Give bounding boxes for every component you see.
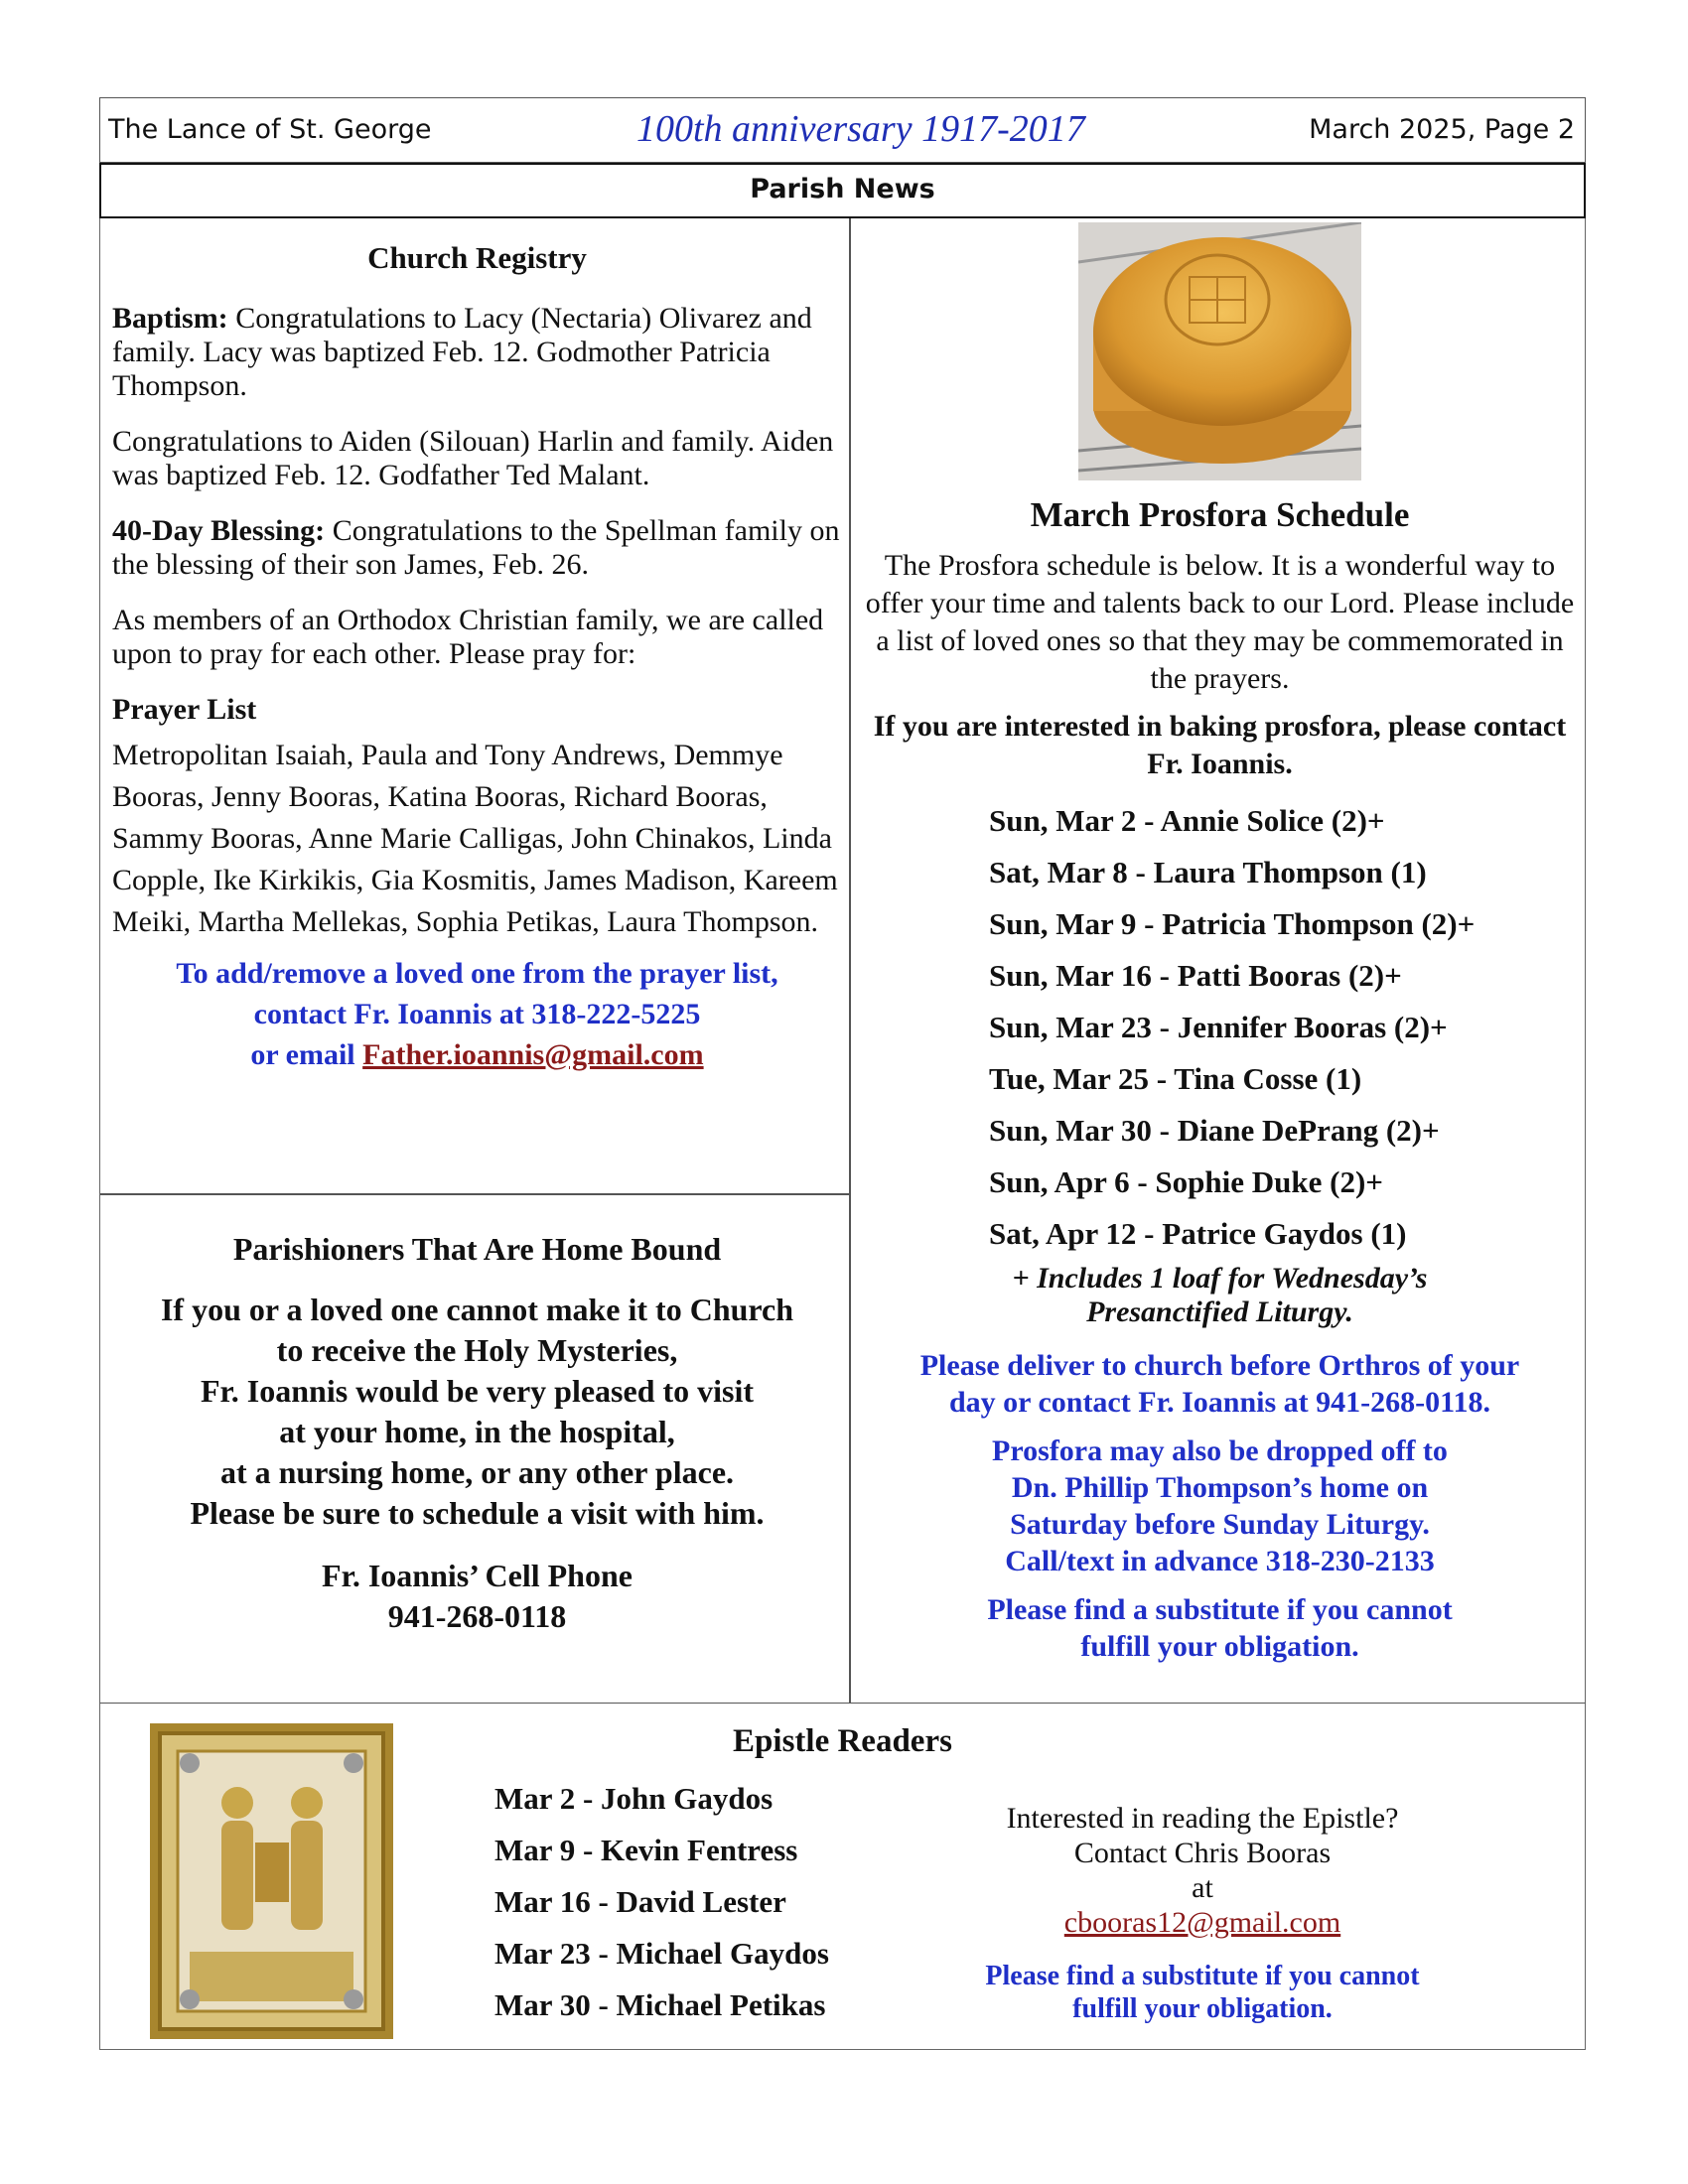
schedule-item: Tue, Mar 25 - Tina Cosse (1) — [989, 1061, 1362, 1096]
phone-label: Fr. Ioannis’ Cell Phone — [322, 1558, 633, 1593]
reader-item: Mar 23 - Michael Gaydos — [494, 1936, 829, 1971]
content-grid — [99, 218, 1586, 1703]
epistle-interest-line-1: Interested in reading the Epistle? — [1006, 1802, 1399, 1835]
blessing-label: 40-Day Blessing: — [112, 514, 326, 547]
homebound-line: at a nursing home, or any other place. — [219, 1454, 735, 1490]
homebound-line: Please be sure to schedule a visit with him. — [190, 1495, 765, 1531]
drop-line: Prosfora may also be dropped off to — [992, 1434, 1448, 1467]
prosfora-interest: If you are interested in baking prosfora, please contact Fr. Ioannis. — [873, 710, 1567, 780]
phone-number: 941-268-0118 — [387, 1598, 567, 1634]
epistle-substitute-line-1: Please find a substitute if you cannot — [985, 1961, 1420, 1991]
gospel-book-icon — [150, 1723, 393, 2039]
deliver-line-2: day or contact Fr. Ioannis at 941-268-0118. — [948, 1386, 1490, 1419]
epistle-readers-list — [494, 1773, 829, 2031]
reader-item: Mar 30 - Michael Petikas — [494, 1987, 826, 2022]
schedule-item: Sun, Apr 6 - Sophie Duke (2)+ — [989, 1164, 1383, 1199]
drop-line: Saturday before Sunday Liturgy. — [1010, 1508, 1430, 1541]
column-divider — [849, 218, 851, 1703]
schedule-item: Sat, Apr 12 - Patrice Gaydos (1) — [989, 1216, 1407, 1251]
reader-item: Mar 9 - Kevin Fentress — [494, 1833, 798, 1867]
newsletter-page — [99, 97, 1586, 2050]
schedule-note — [860, 1262, 1580, 1329]
homebound-section — [112, 1231, 842, 1637]
phone-block — [112, 1556, 842, 1637]
prosfora-schedule — [989, 795, 1580, 1260]
prayer-list-names: Metropolitan Isaiah, Paula and Tony Andrews, Demmye Booras, Jenny Booras, Katina Booras, Richard Booras, Sammy Booras, Anne Marie Calligas, John Chinakos, Linda Copple, Ike Kirkikis, Gia Kosmitis, James Madison, Kareem Meiki, Martha Mellekas, Sophia Petikas, Laura Thompson. — [112, 739, 838, 938]
blessing-paragraph — [112, 514, 842, 582]
homebound-line: Fr. Ioannis would be very pleased to visit — [200, 1373, 755, 1409]
drop-line: Call/text in advance 318-230-2133 — [1005, 1545, 1435, 1577]
contact-line-3 — [112, 1034, 842, 1075]
substitute-line-1: Please find a substitute if you cannot — [987, 1593, 1453, 1626]
prosfora-bread-photo — [1078, 222, 1361, 480]
schedule-item: Sat, Mar 8 - Laura Thompson (1) — [989, 855, 1427, 889]
page-header — [99, 97, 1586, 163]
note-line-1: + Includes 1 loaf for Wednesday’s — [1012, 1262, 1428, 1295]
anniversary-banner: 100th anniversary 1917-2017 — [636, 108, 1085, 150]
epistle-substitute-line-2: fulfill your obligation. — [1072, 1993, 1333, 2024]
epistle-interest-line-3: at — [1192, 1871, 1213, 1904]
drop-line: Dn. Phillip Thompson’s home on — [1011, 1471, 1429, 1504]
schedule-item: Sun, Mar 9 - Patricia Thompson (2)+ — [989, 906, 1476, 941]
left-column — [112, 218, 842, 1075]
schedule-item: Sun, Mar 2 - Annie Solice (2)+ — [989, 803, 1385, 838]
homebound-body — [112, 1290, 842, 1534]
prosfora-intro: The Prosfora schedule is below. It is a wonderful way to offer your time and talents back to our Lord. Please include a list of loved ones so that they may be commemorated in the prayers. — [865, 549, 1575, 695]
issue-date-page: March 2025, Page 2 — [1309, 114, 1575, 145]
prosfora-substitute — [860, 1591, 1580, 1665]
epistle-email-link[interactable]: cbooras12@gmail.com — [1063, 1906, 1341, 1939]
schedule-item: Sun, Mar 30 - Diane DePrang (2)+ — [989, 1113, 1440, 1148]
deliver-instructions — [860, 1347, 1580, 1421]
epistle-title: Epistle Readers — [733, 1723, 952, 1759]
contact-line-2: contact Fr. Ioannis at 318-222-5225 — [253, 998, 701, 1030]
section-title: Parish News — [99, 163, 1586, 218]
schedule-item: Sun, Mar 16 - Patti Booras (2)+ — [989, 958, 1402, 993]
substitute-line-2: fulfill your obligation. — [1080, 1630, 1359, 1663]
contact-email-link[interactable]: Father.ioannis@gmail.com — [362, 1038, 704, 1071]
baptism-paragraph — [112, 302, 842, 403]
registry-title: Church Registry — [367, 240, 587, 275]
contact-email-prefix: or email — [250, 1038, 363, 1071]
blessing-text: Congratulations to the Spellman family on the blessing of their son James, Feb. 26. — [112, 514, 840, 581]
deliver-line-1: Please deliver to church before Orthros of your — [919, 1349, 1520, 1382]
epistle-section — [99, 1703, 1586, 2050]
note-line-2: Presanctified Liturgy. — [1086, 1296, 1353, 1328]
members-paragraph: As members of an Orthodox Christian family, we are called upon to pray for each other. Please pray for: — [112, 604, 824, 670]
newsletter-name: The Lance of St. George — [108, 114, 432, 145]
schedule-item: Sun, Mar 23 - Jennifer Booras (2)+ — [989, 1010, 1448, 1044]
homebound-line: If you or a loved one cannot make it to Church — [160, 1292, 794, 1327]
prayer-list-title: Prayer List — [112, 693, 257, 726]
reader-item: Mar 2 - John Gaydos — [494, 1781, 774, 1816]
dropoff-instructions — [860, 1433, 1580, 1579]
right-column — [860, 218, 1580, 1677]
baptism-text: Congratulations to Lacy (Nectaria) Olivarez and family. Lacy was baptized Feb. 12. Godmother Patricia Thompson. — [112, 302, 812, 402]
homebound-line: to receive the Holy Mysteries, — [276, 1332, 678, 1368]
homebound-title: Parishioners That Are Home Bound — [232, 1231, 722, 1267]
epistle-interest-line-2: Contact Chris Booras — [1073, 1837, 1332, 1869]
homebound-line: at your home, in the hospital, — [279, 1414, 675, 1449]
epistle-substitute — [974, 1960, 1431, 2025]
baptism-label: Baptism: — [112, 302, 228, 335]
left-section-divider — [100, 1193, 849, 1195]
prayer-list-contact — [112, 953, 842, 1075]
reader-item: Mar 16 - David Lester — [494, 1884, 786, 1919]
contact-line-1: To add/remove a loved one from the prayer list, — [176, 957, 778, 990]
baptism2-paragraph: Congratulations to Aiden (Silouan) Harlin and family. Aiden was baptized Feb. 12. Godfather Ted Malant. — [112, 425, 834, 491]
epistle-contact — [974, 1801, 1431, 2025]
prosfora-title: March Prosfora Schedule — [1030, 495, 1410, 534]
